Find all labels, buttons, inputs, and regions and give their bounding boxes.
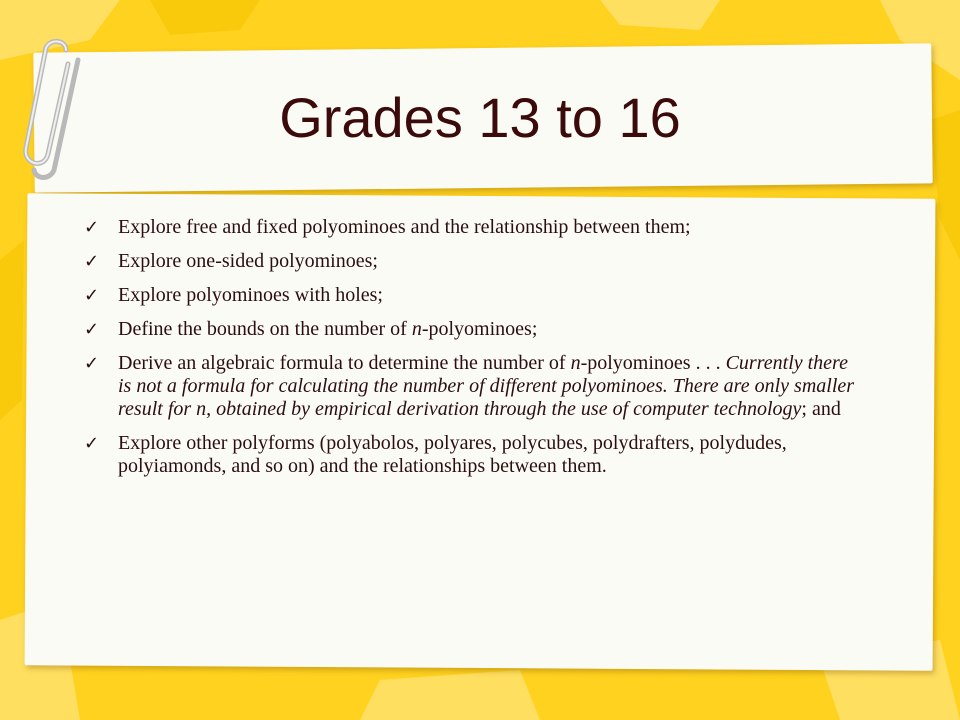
bullet-text-variable: n	[411, 318, 422, 340]
check-icon: ✓	[84, 433, 100, 454]
bullet-text: Explore one-sided polyominoes;	[118, 250, 378, 272]
check-icon: ✓	[84, 353, 100, 374]
bullet-item-formula	[84, 352, 864, 421]
slide-title: Grades 13 to 16	[279, 86, 681, 149]
bullet-text-pre: Derive an algebraic formula to determine the number of	[118, 352, 571, 374]
bullet-text-italic-note: Currently there is not a formula for calculating the number of different polyominoes. There are only smaller result for n, obtained by empirical derivation through the use of computer technology	[118, 352, 855, 420]
bullet-text-post: -polyominoes;	[421, 318, 538, 340]
bullet-text: Explore free and fixed polyominoes and the relationship between them;	[118, 216, 691, 238]
bullet-item-one-sided	[84, 250, 864, 273]
bullet-text-pre: Define the bounds on the number of	[118, 318, 412, 340]
bullet-item-bounds	[84, 318, 864, 341]
bullet-text: Explore polyominoes with holes;	[118, 284, 383, 306]
bullet-text-mid: -polyominoes . . .	[580, 352, 726, 374]
check-icon: ✓	[84, 217, 100, 238]
bullet-item-free-fixed	[84, 216, 864, 239]
check-icon: ✓	[84, 319, 100, 340]
check-icon: ✓	[84, 285, 100, 306]
bullet-item-polyforms	[84, 432, 864, 478]
bullet-text-variable: n	[570, 352, 581, 374]
bullet-list	[84, 216, 864, 489]
bullet-text-post: ; and	[801, 398, 841, 420]
check-icon: ✓	[84, 251, 100, 272]
bullet-text: Explore other polyforms (polyabolos, polyares, polycubes, polydrafters, polydudes, polyiamonds, and so on) and the relationships between them.	[118, 432, 787, 477]
bullet-item-holes	[84, 284, 864, 307]
